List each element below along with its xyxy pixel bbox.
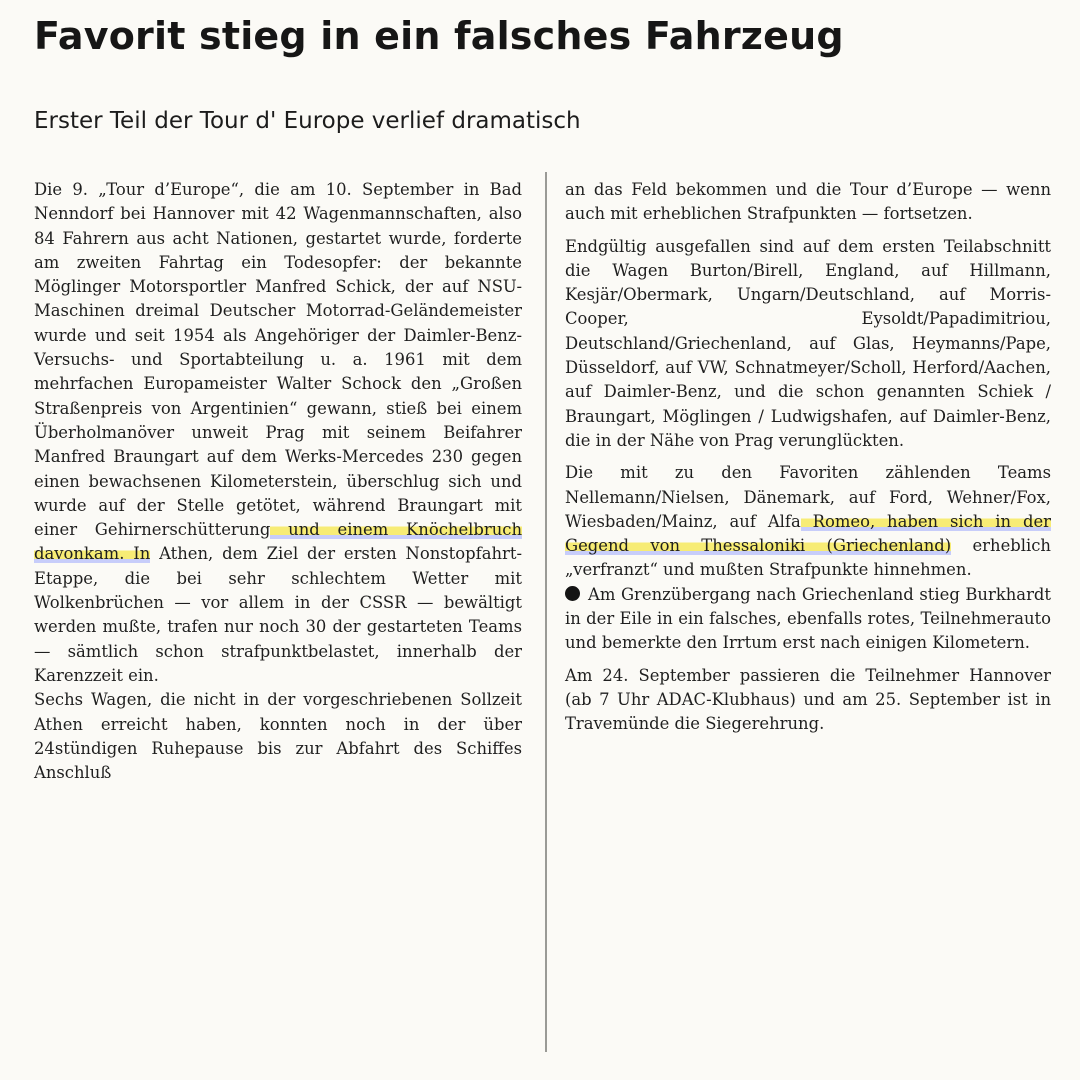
right-paragraph-3-continued: erheblich „verfranzt“ und mußten Strafpunkte hinnehmen. bbox=[565, 536, 1051, 580]
right-paragraph-3-text: Die mit zu den Favoriten zählenden Teams Nellemann/Nielsen, Dänemark, auf Ford, Wehner/Fox, Wiesbaden/Mainz, auf Alfa bbox=[565, 463, 1051, 531]
column-divider bbox=[545, 172, 547, 1052]
right-paragraph-1: an das Feld bekommen und die Tour d’Europe — wenn auch mit erheblichen Strafpunkten — fortsetzen. bbox=[565, 180, 1051, 224]
left-paragraph-1-continued: Athen, dem Ziel der ersten Nonstopfahrt-Etappe, die bei sehr schlechtem Wetter mit Wolkenbrüchen — vor allem in der CSSR — bewältigt werden mußte, trafen nur noch 30 der gestarteten Teams — sämtlich schon strafpunktbelastet, innerhalb der Karenzzeit ein. bbox=[34, 544, 522, 685]
left-paragraph-1-text: Die 9. „Tour d’Europe“, die am 10. September in Bad Nenndorf bei Hannover mit 42 Wagenmannschaften, also 84 Fahrern aus acht Nationen, gestartet wurde, forderte am zweiten Fahrtag ein Todesopfer: der bekannte Möglinger Motorsportler Manfred Schick, der auf NSU-Maschinen dreimal Deutscher Motorrad-Geländemeister wurde und seit 1954 als Angehöriger der Daimler-Benz-Versuchs- und Sportabteilung u. a. 1961 mit dem mehrfachen Europameister Walter Schock den „Großen Straßenpreis von Argentinien“ gewann, stieß bei einem Überholmanöver unweit Prag mit seinem Beifahrer Manfred Braungart auf dem Werks-Mercedes 230 gegen einen bewachsenen Kilometerstein, überschlug sich und wurde auf der Stelle getötet, während Braungart mit einer Gehirnerschütterung bbox=[34, 180, 522, 540]
right-paragraph-5: Am 24. September passieren die Teilnehmer Hannover (ab 7 Uhr ADAC-Klubhaus) und am 25. September ist in Travemünde die Siegerehrung. bbox=[565, 665, 1051, 734]
right-paragraph-2: Endgültig ausgefallen sind auf dem ersten Teilabschnitt die Wagen Burton/Birell, England, auf Hillmann, Kesjär/Obermark, Ungarn/Deutschland, auf Morris-Cooper, Eysoldt/Papadimitriou, Deutschland/Griechenland, auf Glas, Heymanns/Pape, Düsseldorf, auf VW, Schnatmeyer/Scholl, Herford/Aachen, auf Daimler-Benz, und die schon genannten Schiek / Braungart, Möglingen / Ludwigshafen, auf Daimler-Benz, die in der Nähe von Prag verunglückten. bbox=[565, 236, 1051, 450]
headline: Favorit stieg in ein falsches Fahrzeug bbox=[34, 14, 844, 58]
right-paragraph-4 bbox=[565, 583, 1051, 656]
left-paragraph-2: Sechs Wagen, die nicht in der vorgeschriebenen Sollzeit Athen erreicht haben, konnten noch in der über 24stündigen Ruhepause bis zur Abfahrt des Schiffes Anschluß bbox=[34, 690, 522, 783]
highlighted-text: Romeo, haben sich in der Gegend von Thessaloniki (Griechenland) bbox=[565, 511, 1051, 556]
bullet-icon bbox=[565, 586, 580, 601]
right-paragraph-4-text: Am Grenzübergang nach Griechenland stieg Burkhardt in der Eile in ein falsches, ebenfalls rotes, Teilnehmerauto und bemerkte den Irrtum erst nach einigen Kilometern. bbox=[565, 584, 1051, 653]
subheadline: Erster Teil der Tour d' Europe verlief dramatisch bbox=[34, 108, 581, 134]
right-paragraph-3 bbox=[565, 461, 1051, 582]
highlighted-text: und einem Knöchelbruch davonkam. In bbox=[34, 520, 523, 564]
left-paragraph-1 bbox=[34, 178, 522, 688]
column-left bbox=[34, 178, 522, 785]
column-right bbox=[565, 178, 1051, 737]
